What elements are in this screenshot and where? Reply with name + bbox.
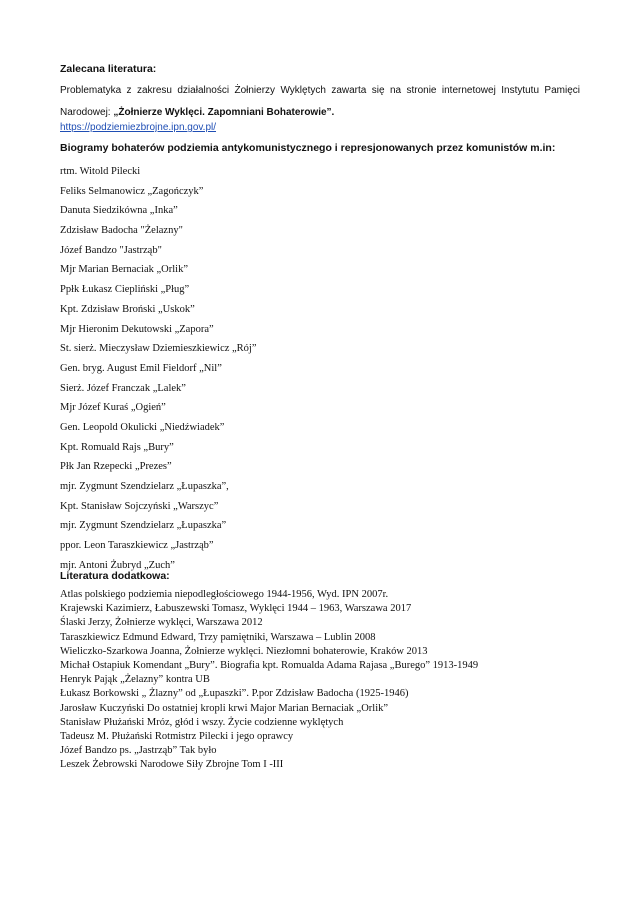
list-item: Krajewski Kazimierz, Łabuszewski Tomasz, Wyklęci 1944 – 1963, Warszawa 2017 — [60, 603, 412, 615]
list-item: Stanisław Płużański Mróz, głód i wszy. Życie codzienne wyklętych — [60, 716, 344, 728]
list-item: Atlas polskiego podziemia niepodległościowego 1944-1956, Wyd. IPN 2007r. — [60, 589, 389, 600]
list-item: Zdzisław Badocha "Żelazny" — [60, 225, 183, 237]
list-item: Mjr Józef Kuraś „Ogień” — [60, 402, 166, 414]
list-item: Ppłk Łukasz Ciepliński „Pług” — [60, 284, 190, 296]
list-item: mjr. Zygmunt Szendzielarz „Łupaszka” — [60, 520, 227, 532]
biographies-heading: Biogramy bohaterów podziemia antykomunistycznego i represjonowanych przez komunistów m.in: — [60, 142, 556, 154]
list-item: Józef Bandzo "Jastrząb" — [60, 244, 162, 256]
list-item: mjr. Zygmunt Szendzielarz „Łupaszka”, — [60, 481, 229, 492]
list-item: Henryk Pająk „Żelazny” kontra UB — [60, 674, 210, 686]
list-item: Danuta Siedzikówna „Inka” — [60, 205, 178, 217]
biographies-list — [60, 162, 257, 575]
list-item: Kpt. Stanisław Sojczyński „Warszyc” — [60, 500, 219, 512]
list-item: Gen. Leopold Okulicki „Niedźwiadek” — [60, 421, 225, 433]
intro-text: Problematyka z zakresu działalności Żołnierzy Wyklętych zawarta się na stronie internetowej Instytutu Pamięci Narodowej: — [60, 85, 580, 118]
list-item: Kpt. Zdzisław Broński „Uskok” — [60, 303, 195, 315]
list-item: Józef Bandzo ps. „Jastrząb” Tak było — [60, 745, 217, 757]
list-item: Taraszkiewicz Edmund Edward, Trzy pamiętniki, Warszawa – Lublin 2008 — [60, 631, 376, 643]
list-item: Łukasz Borkowski „ Żlazny” od „Łupaszki”. P.por Zdzisław Badocha (1925-1946) — [60, 688, 409, 700]
list-item: Michał Ostapiuk Komendant „Bury”. Biografia kpt. Romualda Adama Rajasa „Burego” 1913-1949 — [60, 659, 479, 671]
list-item: Płk Jan Rzepecki „Prezes” — [60, 461, 172, 473]
list-item: Leszek Żebrowski Narodowe Siły Zbrojne Tom I -III — [60, 759, 284, 771]
list-item: rtm. Witold Pilecki — [60, 166, 141, 177]
list-item: St. sierż. Mieczysław Dziemieszkiewicz „Rój” — [60, 343, 257, 355]
list-item: Tadeusz M. Płużański Rotmistrz Pilecki i jego oprawcy — [60, 730, 294, 742]
list-item: Ślaski Jerzy, Żołnierze wyklęci, Warszawa 2012 — [60, 617, 263, 629]
list-item: Gen. bryg. August Emil Fieldorf „Nil” — [60, 362, 222, 374]
list-item: Kpt. Romuald Rajs „Bury” — [60, 441, 174, 453]
list-item: Sierż. Józef Franczak „Lalek” — [60, 382, 186, 394]
list-item: Feliks Selmanowicz „Zagończyk” — [60, 185, 204, 197]
list-item: Mjr Marian Bernaciak „Orlik” — [60, 264, 188, 276]
list-item: ppor. Leon Taraszkiewicz „Jastrząb” — [60, 540, 214, 552]
literature-list — [60, 588, 478, 772]
recommended-literature-heading: Zalecana literatura: — [60, 63, 157, 75]
list-item: Mjr Hieronim Dekutowski „Zapora” — [60, 323, 214, 335]
list-item: mjr. Antoni Żubryd „Zuch” — [60, 559, 175, 571]
intro-bold-title: „Żołnierze Wyklęci. Zapomniani Bohaterowie”. — [113, 107, 335, 118]
list-item: Jarosław Kuczyński Do ostatniej kropli krwi Major Marian Bernaciak „Orlik” — [60, 702, 389, 714]
ipn-link[interactable]: https://podziemiezbrojne.ipn.gov.pl/ — [60, 122, 217, 133]
list-item: Wieliczko-Szarkowa Joanna, Żołnierze wyklęci. Niezłomni bohaterowie, Kraków 2013 — [60, 645, 428, 657]
additional-literature-heading: Literatura dodatkowa: — [60, 570, 170, 582]
intro-paragraph — [60, 80, 580, 124]
